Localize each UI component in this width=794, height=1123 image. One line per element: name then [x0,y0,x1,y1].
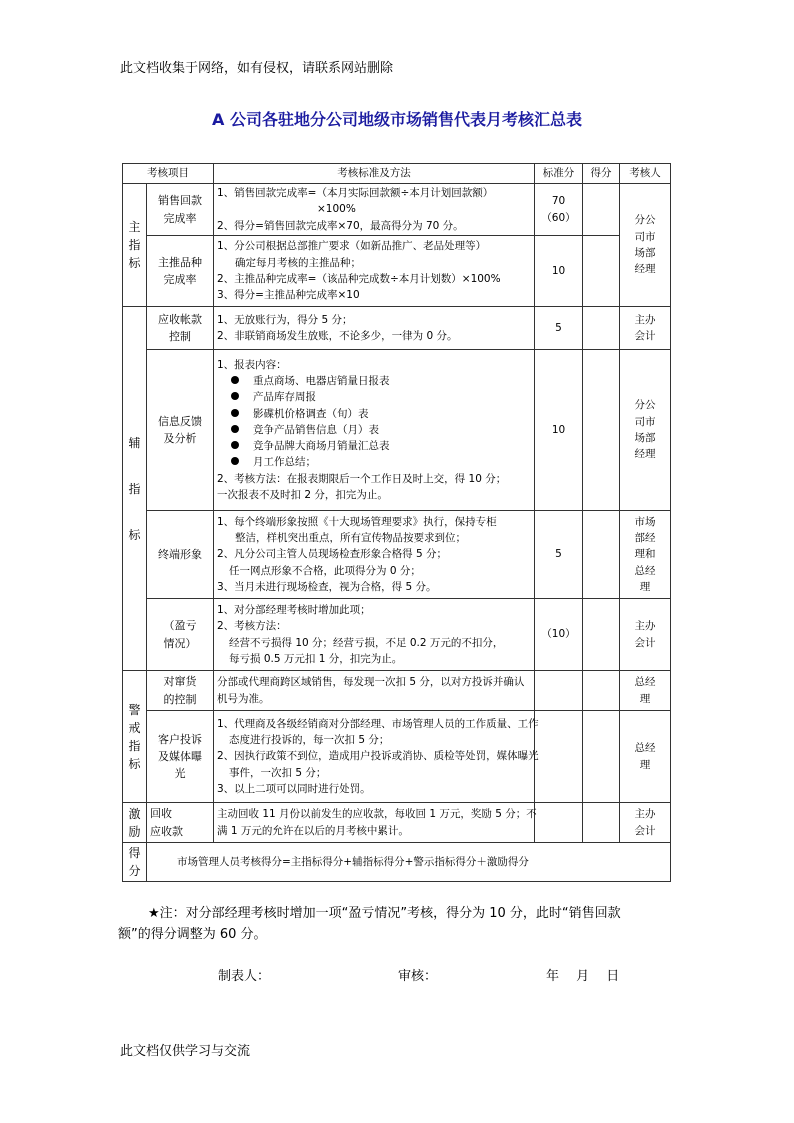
std-score-sales-collection: 70 （60） [535,184,583,236]
score-cell[interactable] [583,350,620,511]
table-row [123,307,671,350]
table-row [123,184,671,236]
bullet-icon [231,409,239,417]
table-row [123,671,671,711]
assessor-terminal-image: 市场 部经 理和 总经 理 [620,511,671,599]
std-score-key-product: 10 [535,236,583,307]
bullet-icon [231,425,239,433]
header-note: 此文档收集于网络，如有侵权，请联系网站删除 [120,61,394,76]
list-item: 竞争产品销售信息（月）表 [217,422,531,438]
table-row [123,350,671,511]
assessor-main: 分公 司市 场部 经理 [620,184,671,307]
criteria-collect-receivable: 主动回收 11 月份以前发生的应收款，每收回 1 万元，奖励 5 分；不 满 1 万元的允许在以后的月考核中累计。 [214,803,535,843]
criteria-terminal-image: 1、每个终端形象按照《十大现场管理要求》执行，保持专柜 整洁，样机突出重点，所有宣传物品按要求到位； 2、凡分公司主管人员现场检查形象合格得 5 分； 任一网点形象不合格，此项得分为 0 分； 3、当月未进行现场检查，视为合格，得 5 分。 [214,511,535,599]
page-title: A 公司各驻地分公司地级市场销售代表月考核汇总表 [212,110,582,129]
list-item: 产品库存周报 [217,389,531,405]
item-receivable-control: 应收帐款 控制 [147,307,214,350]
assessment-table [122,163,671,882]
assessor-profit-loss: 主办 会计 [620,599,671,671]
maker-label: 制表人： [218,969,271,984]
item-sales-collection-rate: 销售回款 完成率 [147,184,214,236]
item-terminal-image: 终端形象 [147,511,214,599]
criteria-info-feedback: 1、报表内容： 重点商场、电器店销量日报表 产品库存周报 影碟机价格调查（旬）表 竞争产品销售信息（月）表 竞争品牌大商场月销量汇总表 月工作总结； 2、考核方法：在报表期限后一个工作日及时上交，得 10 分； 一次报表不及时扣 2 分，扣完为止。 [214,350,535,511]
score-cell[interactable] [583,803,620,843]
list-item: 竞争品牌大商场月销量汇总表 [217,438,531,454]
assessor-info-feedback: 分公 司市 场部 经理 [620,350,671,511]
table-row [123,599,671,671]
assessor-collect-receivable: 主办 会计 [620,803,671,843]
table-row [123,803,671,843]
bullet-icon [231,457,239,465]
table-row [123,511,671,599]
criteria-key-product-rate: 1、分公司根据总部推广要求（如新品推广、老品处理等） 确定每月考核的主推品种； 2、主推品种完成率=（该品种完成数÷本月计划数）×100% 3、得分=主推品种完成率×10 [214,236,535,307]
group-label-aux: 辅 指 标 [123,307,147,671]
header-criteria: 考核标准及方法 [214,164,535,184]
item-profit-loss: （盈亏 情况） [147,599,214,671]
score-cell[interactable] [583,671,620,711]
criteria-cross-region-control: 分部或代理商跨区域销售，每发现一次扣 5 分，以对方投诉并确认 机号为准。 [214,671,535,711]
table-header-row [123,164,671,184]
bullet-icon [231,376,239,384]
score-cell[interactable] [583,599,620,671]
item-info-feedback: 信息反馈 及分析 [147,350,214,511]
criteria-receivable-control: 1、无放账行为，得分 5 分； 2、非联销商场发生放账，不论多少，一律为 0 分。 [214,307,535,350]
std-score-cell [535,711,583,803]
table-row [123,843,671,882]
std-score-info-feedback: 10 [535,350,583,511]
bullet-icon [231,441,239,449]
header-score: 得分 [583,164,620,184]
group-label-incentive: 激 励 [123,803,147,843]
bullet-icon [231,392,239,400]
group-label-total: 得 分 [123,843,147,882]
std-score-cell [535,671,583,711]
score-cell[interactable] [583,236,620,307]
std-score-receivable: 5 [535,307,583,350]
header-std-score: 标准分 [535,164,583,184]
header-assessor: 考核人 [620,164,671,184]
criteria-profit-loss: 1、对分部经理考核时增加此项； 2、考核方法： 经营不亏损得 10 分；经营亏损，不足 0.2 万元的不扣分， 每亏损 0.5 万元扣 1 分，扣完为止。 [214,599,535,671]
std-score-cell [535,803,583,843]
score-cell[interactable] [583,307,620,350]
group-label-main: 主 指 标 [123,184,147,307]
table-row [123,236,671,307]
assessor-cross-region: 总经 理 [620,671,671,711]
table-row [123,711,671,803]
item-customer-complaint: 客户投诉 及媒体曝 光 [147,711,214,803]
assessor-customer-complaint: 总经 理 [620,711,671,803]
header-item: 考核项目 [123,164,214,184]
criteria-sales-collection-rate: 1、销售回款完成率=（本月实际回款额÷本月计划回款额） ×100% 2、得分=销售回款完成率×70，最高得分为 70 分。 [214,184,535,236]
group-label-warn: 警 戒 指 标 [123,671,147,803]
item-collect-receivable: 回收 应收款 [147,803,214,843]
criteria-customer-complaint: 1、代理商及各级经销商对分部经理、市场管理人员的工作质量、工作 态度进行投诉的，每一次扣 5 分； 2、因执行政策不到位，造成用户投诉或消协、质检等处罚，媒体曝光 事件，一次扣 5 分； 3、以上二项可以同时进行处罚。 [214,711,535,803]
std-score-profit-loss: （10） [535,599,583,671]
list-item: 影碟机价格调查（旬）表 [217,406,531,422]
std-score-terminal-image: 5 [535,511,583,599]
item-cross-region-control: 对窜货 的控制 [147,671,214,711]
score-cell[interactable] [583,711,620,803]
footer-note: 此文档仅供学习与交流 [120,1044,251,1059]
list-item: 重点商场、电器店销量日报表 [217,373,531,389]
list-item: 月工作总结； [217,454,531,470]
total-score-formula: 市场管理人员考核得分=主指标得分+辅指标得分+警示指标得分＋激励得分 [147,843,671,882]
item-key-product-rate: 主推品种 完成率 [147,236,214,307]
score-cell[interactable] [583,511,620,599]
table-footnote: ★注：对分部经理考核时增加一项“盈亏情况”考核，得分为 10 分，此时“销售回款 额”的得分调整为 60 分。 [118,906,621,943]
score-cell[interactable] [583,184,620,236]
date-label: 年 月 日 [546,969,620,984]
reviewer-label: 审核： [398,969,438,984]
assessor-receivable: 主办 会计 [620,307,671,350]
